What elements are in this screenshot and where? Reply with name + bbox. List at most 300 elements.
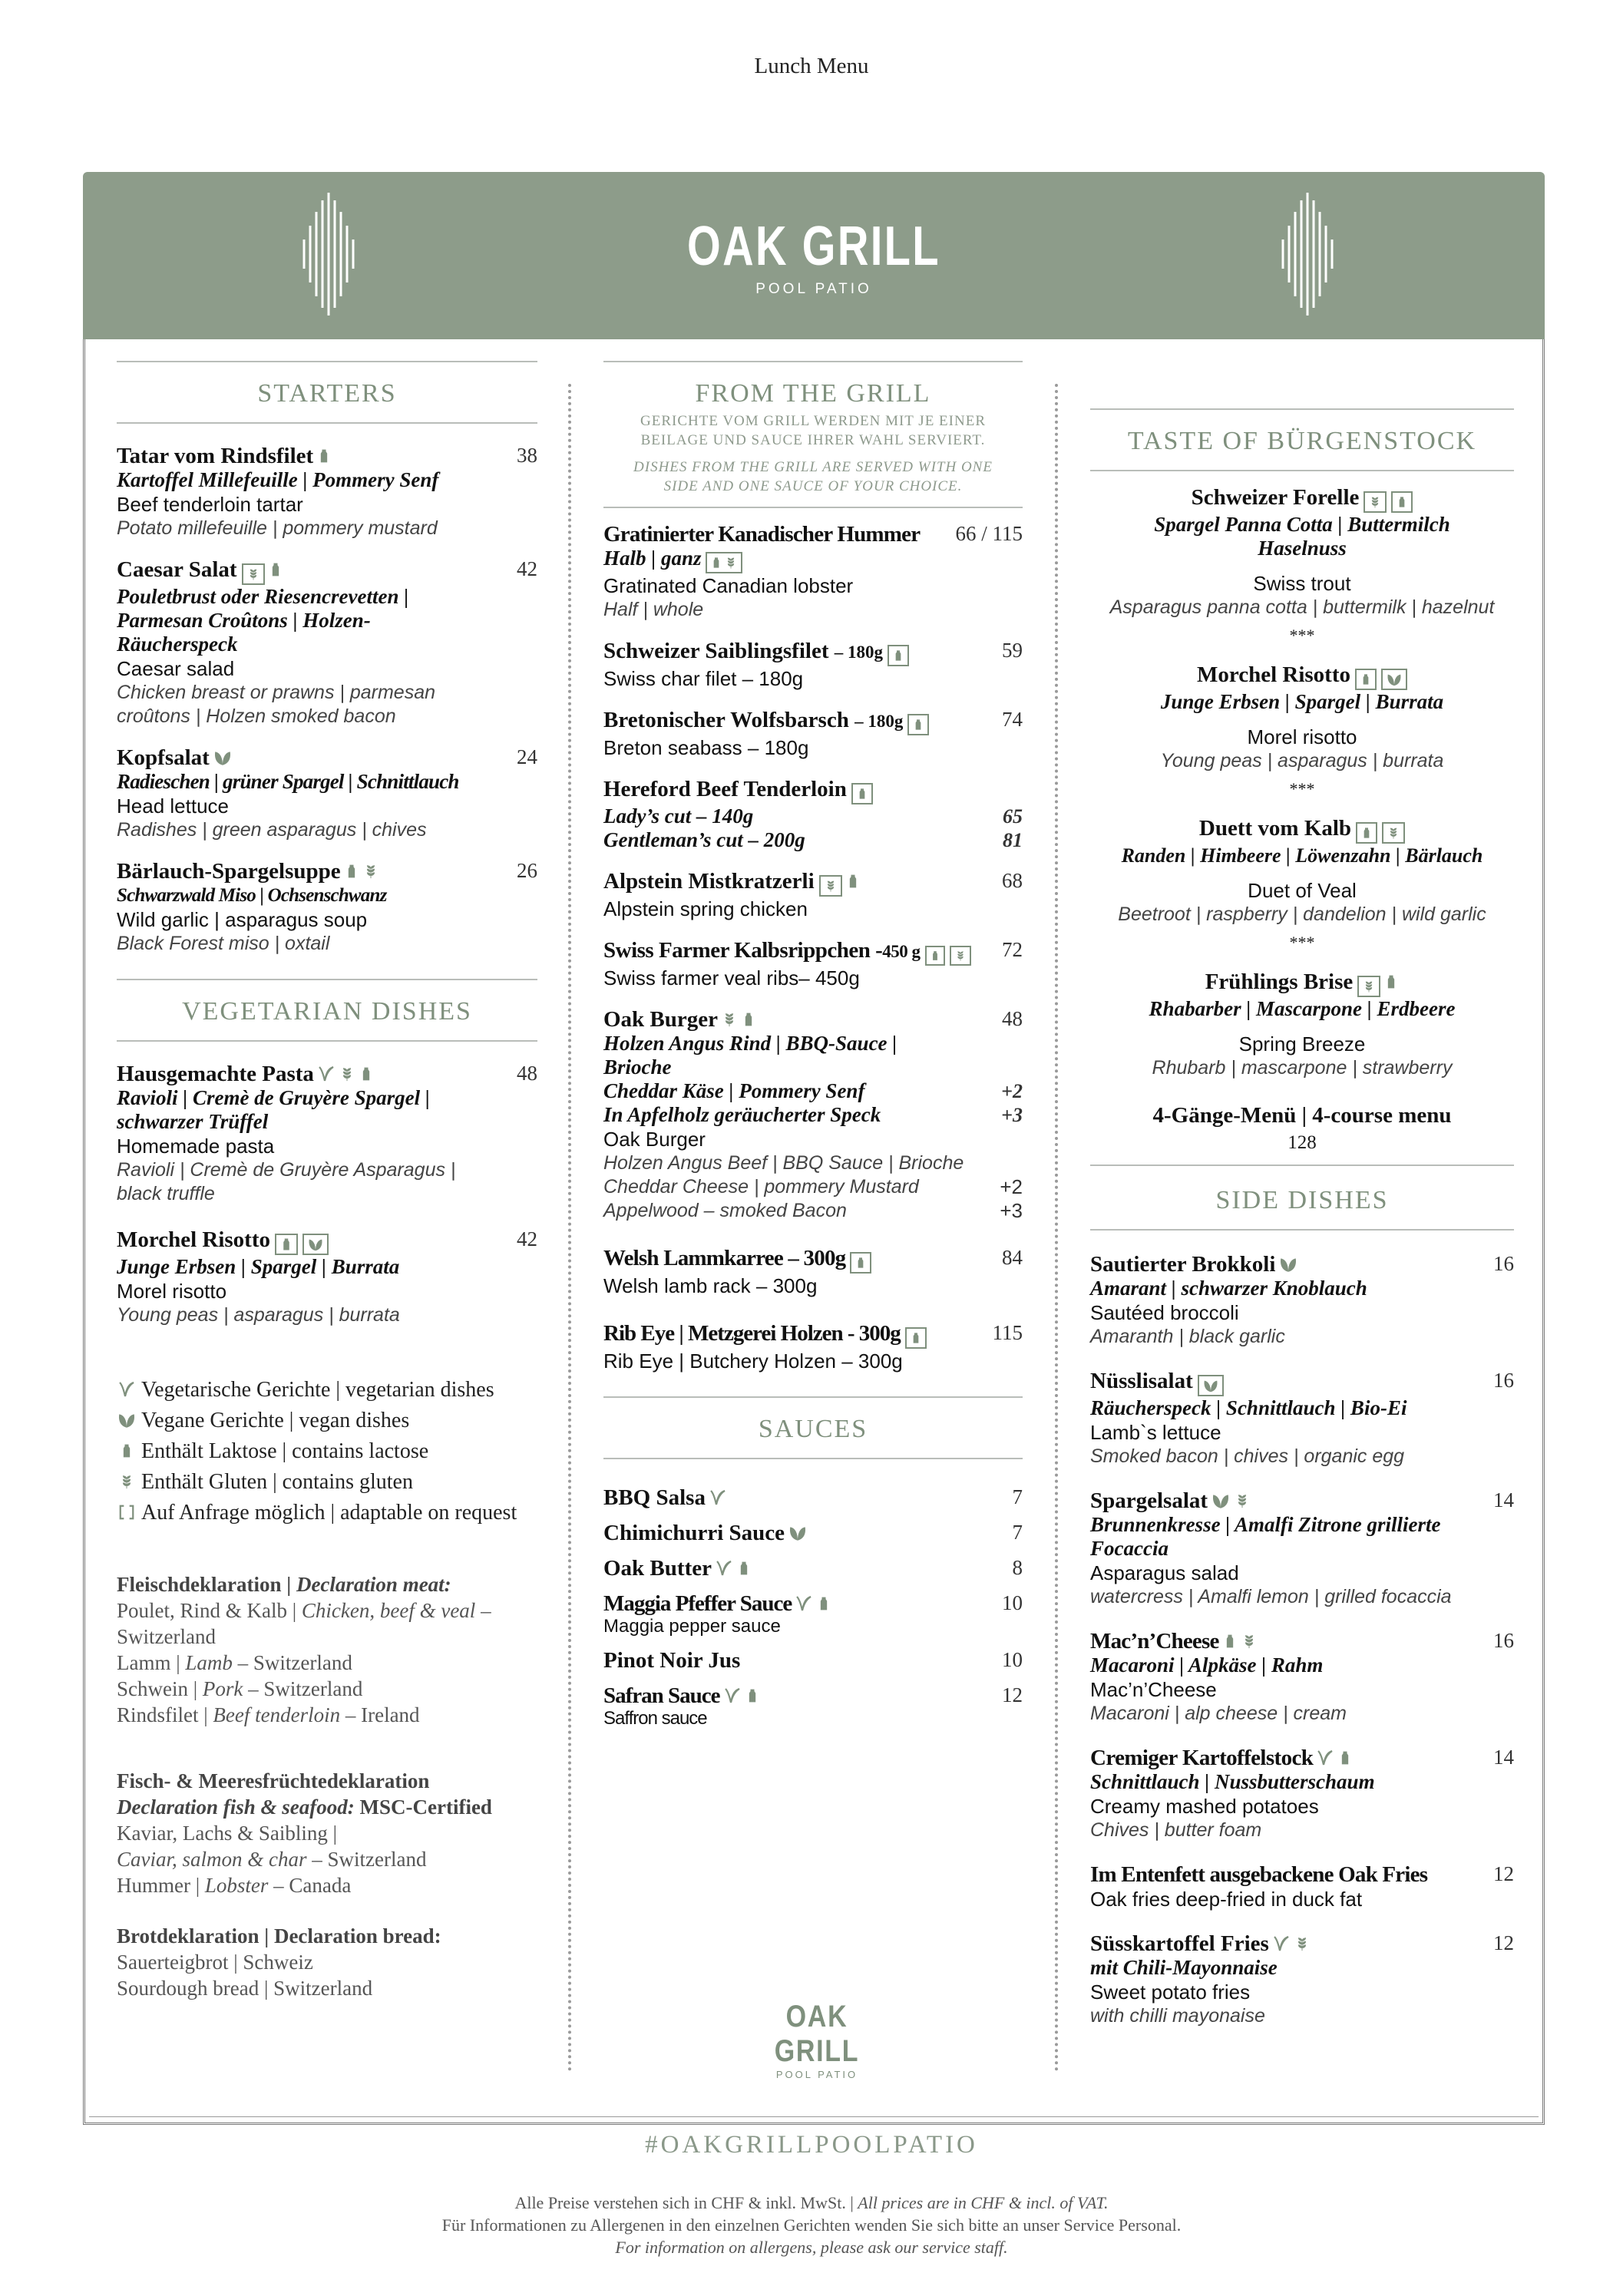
menu-item <box>1090 1252 1514 1349</box>
course-separator: *** <box>1289 626 1315 645</box>
item-name: Gratinierter Kanadischer Hummer <box>603 522 921 547</box>
declaration-en: Pork <box>202 1677 243 1700</box>
item-weight: – 180g <box>834 643 883 662</box>
item-description-en: Amaranth | black garlic <box>1090 1326 1285 1347</box>
item-description-de: Amarant | schwarzer Knoblauch <box>1090 1277 1367 1300</box>
item-price: 16 <box>1493 1369 1514 1392</box>
item-name: Morchel Risotto <box>1197 662 1350 687</box>
gluten-icon <box>246 566 260 583</box>
item-name-en: Sautéed broccoli <box>1090 1301 1239 1324</box>
item-name-en: Rib Eye | Butchery Holzen – 300g <box>603 1350 903 1373</box>
header-banner <box>83 172 1545 339</box>
lactose-icon <box>1383 972 1399 992</box>
adaptable-icon <box>706 552 742 573</box>
item-name-en: Beef tenderloin tartar <box>117 493 303 516</box>
item-price: 59 <box>1002 639 1023 662</box>
item-price: 12 <box>1493 1931 1514 1954</box>
item-description-de: Brunnenkresse | Amalfi Zitrone grillierte Focaccia <box>1090 1513 1441 1560</box>
menu-item <box>603 1521 1023 1545</box>
item-description-de: Macaroni | Alpkäse | Rahm <box>1090 1653 1324 1677</box>
item-price: 7 <box>1012 1521 1023 1544</box>
item-name-en: Head lettuce <box>117 795 229 818</box>
item-description-de: Holzen Angus Rind | BBQ-Sauce | Brioche <box>603 1032 897 1079</box>
lactose-icon <box>117 1436 137 1467</box>
item-description-de: Pouletbrust oder Riesencrevetten | Parmesan Croûtons | Holzen-Räucherspeck <box>117 585 409 656</box>
column-divider <box>568 384 571 2073</box>
menu-item <box>1090 1629 1514 1726</box>
declaration-heading-en: Declaration meat: <box>296 1573 451 1596</box>
menu-item <box>603 1591 1023 1637</box>
lactose-icon <box>279 1236 293 1253</box>
item-name: Hereford Beef Tenderloin <box>603 777 847 801</box>
adaptable-icon <box>1381 669 1407 690</box>
item-name: Hausgemachte Pasta <box>117 1062 314 1086</box>
brand-emblem-icon <box>771 1812 863 1988</box>
item-description-de: Cheddar Käse | Pommery Senf <box>603 1079 865 1102</box>
lactose-icon <box>845 871 861 891</box>
item-description-en: Half | whole <box>603 599 704 620</box>
grill-note-de: GERICHTE VOM GRILL WERDEN MIT JE EINER BEILAGE UND SAUCE IHRER WAHL SERVIERT. <box>640 413 986 448</box>
menu-price: 128 <box>1287 1132 1317 1153</box>
footer-price-note-de: Alle Preise verstehen sich in CHF & inkl. MwSt. | <box>514 2193 854 2212</box>
item-price: 81 <box>1003 829 1023 851</box>
brand-logo-bottom <box>732 1812 901 2080</box>
item-name: Bretonischer Wolfsbarsch <box>603 708 849 732</box>
item-description-de: Junge Erbsen | Spargel | Burrata <box>1160 690 1444 713</box>
frame-divider <box>89 2116 1539 2117</box>
item-name-en: Swiss trout <box>1253 572 1351 595</box>
item-name-en: Lamb`s lettuce <box>1090 1421 1221 1444</box>
item-price: 68 <box>1002 869 1023 892</box>
item-name-en: Alpstein spring chicken <box>603 897 808 920</box>
item-description-en: Chicken breast or prawns | parmesan croûtons | Holzen smoked bacon <box>117 682 436 727</box>
menu-item <box>117 1062 537 1206</box>
item-name-en: Duet of Veal <box>1248 879 1357 902</box>
item-name: Cremiger Kartoffelstock <box>1090 1746 1314 1770</box>
section-title-starters: STARTERS <box>117 361 537 424</box>
declaration-de: Hummer | <box>117 1874 200 1897</box>
vegan-icon <box>213 748 233 768</box>
item-description-en: Holzen Angus Beef | BBQ Sauce | Brioche <box>603 1152 964 1174</box>
menu-item <box>603 1007 1023 1223</box>
vegetarian-icon <box>795 1594 813 1614</box>
gluten-icon <box>724 554 738 571</box>
item-name-en: Swiss char filet – 180g <box>603 667 804 690</box>
declaration-en: Lobster <box>204 1874 269 1897</box>
item-name: Caesar Salat <box>117 557 237 582</box>
item-name: Oak Butter <box>603 1556 712 1581</box>
item-surcharge: +3 <box>1000 1199 1023 1222</box>
menu-item <box>1090 1369 1514 1468</box>
declaration-de: Schwein | <box>117 1677 198 1700</box>
item-description-de: Räucherspeck | Schnittlauch | Bio-Ei <box>1090 1396 1407 1419</box>
lactose-icon <box>930 948 940 963</box>
bread-declaration <box>117 1923 537 2001</box>
declaration-heading-en: Declaration fish & seafood: <box>117 1796 355 1819</box>
menu-label: 4-Gänge-Menü | 4-course menu <box>1152 1103 1452 1128</box>
item-price: 16 <box>1493 1252 1514 1275</box>
vegetarian-icon <box>723 1686 742 1706</box>
item-price: 12 <box>1493 1862 1514 1885</box>
vegan-icon <box>1202 1377 1219 1394</box>
gluten-icon <box>1362 978 1376 995</box>
declaration-heading: Brotdeklaration | Declaration bread: <box>117 1924 441 1947</box>
item-weight: – 180g <box>854 712 904 731</box>
declaration-en: Caviar, salmon & char <box>117 1848 307 1871</box>
item-description-en: Smoked bacon | chives | organic egg <box>1090 1445 1405 1467</box>
adaptable-icon <box>907 714 929 735</box>
tasting-menu-price <box>1090 1103 1514 1166</box>
item-name-en: Saffron sauce <box>603 1708 707 1729</box>
gluten-icon <box>1234 1491 1251 1511</box>
lactose-icon <box>741 1009 756 1029</box>
item-name: Tatar vom Rindsfilet <box>117 444 314 468</box>
item-name: Spargelsalat <box>1090 1488 1208 1513</box>
section-title-vegetarian: VEGETARIAN DISHES <box>117 979 537 1042</box>
menu-item <box>603 1321 1023 1373</box>
item-cut: Lady’s cut – 140g <box>603 804 754 828</box>
adaptable-icon <box>1357 976 1380 997</box>
item-name-en: Oak Burger <box>603 1128 706 1151</box>
footer-price-note-en: All prices are in CHF & incl. of VAT. <box>858 2193 1109 2212</box>
item-description-en: watercress | Amalfi lemon | grilled focaccia <box>1090 1586 1452 1607</box>
item-surcharge: +3 <box>1001 1104 1023 1126</box>
item-name-en: Asparagus salad <box>1090 1561 1239 1584</box>
lactose-icon <box>1396 494 1408 510</box>
legend-row <box>117 1406 537 1436</box>
vegetarian-icon <box>709 1488 727 1508</box>
page-title: Lunch Menu <box>754 54 869 78</box>
lactose-icon <box>359 1064 374 1084</box>
footer-notes <box>0 2192 1623 2258</box>
menu-item <box>1090 1488 1514 1609</box>
vegan-icon <box>1278 1254 1298 1274</box>
adaptable-icon <box>1391 491 1413 513</box>
vegetarian-icon <box>117 1375 137 1406</box>
column-right <box>1090 361 1514 2028</box>
item-name: Mac’n’Cheese <box>1090 1629 1219 1653</box>
menu-item <box>603 1683 1023 1729</box>
menu-item <box>117 557 537 728</box>
item-description-de: Rhabarber | Mascarpone | Erdbeere <box>1149 997 1456 1020</box>
item-price: 48 <box>1002 1007 1023 1030</box>
item-price: 8 <box>1012 1556 1023 1579</box>
adaptable-icon <box>1364 491 1387 513</box>
item-surcharge: +2 <box>1000 1175 1023 1198</box>
lactose-icon <box>856 785 868 802</box>
adaptable-icon <box>851 783 873 804</box>
brand-subtitle: POOL PATIO <box>755 281 872 297</box>
item-description-en: Rhubarb | mascarpone | strawberry <box>1152 1057 1453 1079</box>
legend-row <box>117 1436 537 1467</box>
item-name: Bärlauch-Spargelsuppe <box>117 859 341 884</box>
item-name-en: Maggia pepper sauce <box>603 1616 781 1637</box>
menu-item <box>603 938 1023 990</box>
item-description-en: Macaroni | alp cheese | cream <box>1090 1703 1347 1724</box>
item-name-en: Welsh lamb rack – 300g <box>603 1274 818 1297</box>
brand-name: OAK GRILL <box>774 2000 860 2068</box>
declaration-heading: Fisch- & Meeresfrüchtedeklaration <box>117 1769 430 1792</box>
item-name: Pinot Noir Jus <box>603 1648 741 1673</box>
lactose-icon <box>892 647 904 664</box>
item-description-de: Halb | ganz <box>603 547 702 570</box>
gluten-icon <box>1294 1934 1311 1954</box>
item-price: 12 <box>1002 1683 1023 1706</box>
column-divider <box>1055 384 1058 2073</box>
declaration-line: Sauerteigbrot | Schweiz <box>117 1951 313 1974</box>
item-description-de: In Apfelholz geräucherter Speck <box>603 1103 881 1126</box>
section-title-taste: TASTE OF BÜRGENSTOCK <box>1090 408 1514 471</box>
item-price: 24 <box>517 745 537 768</box>
vegetarian-icon <box>715 1558 733 1578</box>
lactose-icon <box>736 1558 752 1578</box>
lactose-icon <box>1360 671 1372 688</box>
declaration-de: Lamm | <box>117 1651 180 1674</box>
menu-item <box>603 869 1023 921</box>
brand-subtitle: POOL PATIO <box>775 2069 858 2080</box>
item-name: Welsh Lammkarree – 300g <box>603 1246 846 1270</box>
item-name-en: Caesar salad <box>117 657 235 680</box>
lactose-icon <box>344 861 359 881</box>
declaration-de: Kaviar, Lachs & Saibling | <box>117 1822 338 1845</box>
item-name-en: Gratinated Canadian lobster <box>603 574 854 597</box>
item-description-en: Appelwood – smoked Bacon <box>603 1200 847 1221</box>
vegan-icon <box>307 1236 324 1253</box>
declaration-en: Lamb <box>185 1651 233 1674</box>
item-description-de: Schnittlauch | Nussbutterschaum <box>1090 1770 1375 1793</box>
section-title-sides: SIDE DISHES <box>1090 1166 1514 1231</box>
menu-item <box>603 639 1023 691</box>
item-name: Schweizer Forelle <box>1191 485 1360 510</box>
declaration-origin: – Switzerland <box>237 1651 352 1674</box>
item-name: Kopfsalat <box>117 745 210 770</box>
item-weight: 450 g <box>882 942 921 961</box>
item-description-en: Asparagus panna cotta | buttermilk | hazelnut <box>1109 596 1495 618</box>
item-name: Swiss Farmer Kalbsrippchen - <box>603 938 883 963</box>
brand-name: OAK GRILL <box>687 216 940 277</box>
item-name-en: Oak fries deep-fried in duck fat <box>1090 1888 1363 1911</box>
item-price: 10 <box>1002 1648 1023 1671</box>
gluten-icon <box>954 948 967 963</box>
item-description-de: Junge Erbsen | Spargel | Burrata <box>117 1255 400 1278</box>
legend-text: Vegane Gerichte | vegan dishes <box>141 1409 410 1432</box>
menu-item <box>1090 1746 1514 1842</box>
lactose-icon <box>1222 1631 1238 1651</box>
item-description-en: Black Forest miso | oxtail <box>117 933 330 954</box>
tasting-course <box>1090 816 1514 953</box>
legend-row <box>117 1467 537 1498</box>
menu-item <box>603 777 1023 852</box>
item-name: Chimichurri Sauce <box>603 1521 785 1545</box>
legend-text: Enthält Gluten | contains gluten <box>141 1470 413 1494</box>
declaration-origin: – Ireland <box>345 1703 420 1726</box>
item-name-en: Breton seabass – 180g <box>603 736 809 759</box>
item-name: Nüsslisalat <box>1090 1369 1193 1393</box>
lactose-icon <box>316 446 332 466</box>
item-price: 26 <box>517 859 537 882</box>
declaration-en: Chicken, beef & veal <box>301 1599 476 1622</box>
adaptable-icon <box>302 1234 329 1255</box>
footer-allergen-note-en: For information on allergens, please ask our service staff. <box>615 2238 1008 2257</box>
meat-declaration <box>117 1571 537 1728</box>
fish-declaration <box>117 1768 537 1898</box>
menu-item <box>117 1227 537 1327</box>
item-price: 84 <box>1002 1246 1023 1269</box>
item-price: 66 / 115 <box>955 522 1023 545</box>
item-description-de: Kartoffel Millefeuille | Pommery Senf <box>117 468 439 491</box>
lactose-icon <box>268 560 283 580</box>
adaptable-icon <box>888 645 909 666</box>
lactose-icon <box>1360 824 1373 841</box>
gluten-icon <box>339 1064 355 1084</box>
adaptable-icon <box>905 1327 927 1349</box>
item-price: 48 <box>517 1062 537 1085</box>
menu-item <box>603 1556 1023 1581</box>
item-description-en: with chilli mayonaise <box>1090 2005 1265 2027</box>
adaptable-icon <box>1382 822 1405 844</box>
tasting-course <box>1090 970 1514 1080</box>
item-description-de: Radieschen | grüner Spargel | Schnittlauch <box>117 770 459 793</box>
declaration-heading: Fleischdeklaration | <box>117 1573 292 1596</box>
item-description-en: Young peas | asparagus | burrata <box>117 1304 400 1326</box>
legend-row <box>117 1375 537 1406</box>
course-separator: *** <box>1289 933 1315 952</box>
item-description-de: Schwarzwald Miso | Ochsenschwanz <box>117 885 387 906</box>
declaration-origin: – Switzerland <box>248 1677 363 1700</box>
adaptable-icon <box>850 1252 871 1274</box>
item-description-de: Randen | Himbeere | Löwenzahn | Bärlauch <box>1121 844 1483 867</box>
menu-item <box>117 859 537 956</box>
lactose-icon <box>1337 1748 1353 1768</box>
vegetarian-icon <box>317 1064 336 1084</box>
item-price: 65 <box>1003 805 1023 828</box>
vegan-icon <box>1386 671 1403 688</box>
item-description-en: Chives | butter foam <box>1090 1819 1262 1841</box>
allergen-legend <box>117 1375 537 1528</box>
item-name: BBQ Salsa <box>603 1485 706 1510</box>
item-name: Im Entenfett ausgebackene Oak Fries <box>1090 1862 1428 1887</box>
item-name-en: Swiss farmer veal ribs– 450g <box>603 966 860 989</box>
item-description-en: Young peas | asparagus | burrata <box>1160 750 1444 771</box>
lactose-icon <box>816 1594 831 1614</box>
menu-item <box>603 708 1023 760</box>
item-name: Duett vom Kalb <box>1198 816 1352 841</box>
lactose-icon <box>854 1254 867 1271</box>
adaptable-icon <box>819 875 842 897</box>
item-name-en: Sweet potato fries <box>1090 1981 1251 2004</box>
item-price: 38 <box>517 444 537 467</box>
lactose-icon <box>710 554 722 571</box>
item-surcharge: +2 <box>1001 1080 1023 1102</box>
item-description-en: Radishes | green asparagus | chives <box>117 819 427 841</box>
section-title-sauces: SAUCES <box>603 1396 1023 1459</box>
menu-item <box>117 745 537 842</box>
item-description-de: Ravioli | Cremè de Gruyère Spargel | schwarzer Trüffel <box>117 1086 430 1133</box>
vegetarian-icon <box>1316 1748 1334 1768</box>
adaptable-icon <box>1355 669 1377 690</box>
item-description-de: mit Chili-Mayonnaise <box>1090 1956 1278 1979</box>
item-price: 16 <box>1493 1629 1514 1652</box>
item-price: 42 <box>517 1227 537 1250</box>
item-name: Frühlings Brise <box>1205 970 1354 994</box>
gluten-icon <box>1387 824 1400 841</box>
gluten-icon <box>721 1009 738 1029</box>
adaptable-icon <box>950 946 971 966</box>
menu-item <box>1090 1862 1514 1911</box>
item-description-en: Potato millefeuille | pommery mustard <box>117 517 438 539</box>
legend-text: Auf Anfrage möglich | adaptable on request <box>141 1501 517 1525</box>
declaration-en: Beef tenderloin <box>213 1703 341 1726</box>
tasting-course <box>1090 485 1514 646</box>
menu-item <box>603 1648 1023 1673</box>
menu-item <box>603 1485 1023 1510</box>
item-description-en: Beetroot | raspberry | dandelion | wild garlic <box>1118 904 1486 925</box>
menu-item <box>603 1246 1023 1298</box>
brand-emblem-icon <box>1273 189 1342 319</box>
item-name-en: Morel risotto <box>117 1280 227 1303</box>
vegetarian-icon <box>1272 1934 1291 1954</box>
legend-text: Enthält Laktose | contains lactose <box>141 1439 429 1463</box>
column-left <box>117 361 537 2001</box>
item-name-en: Mac’n’Cheese <box>1090 1678 1217 1701</box>
lactose-icon <box>745 1686 760 1706</box>
gluten-icon <box>117 1467 137 1498</box>
item-price: 72 <box>1002 938 1023 961</box>
item-name-en: Creamy mashed potatoes <box>1090 1795 1319 1818</box>
footer-allergen-note-de: Für Informationen zu Allergenen in den einzelnen Gerichten wenden Sie sich bitte an unser Service Personal. <box>441 2215 1182 2235</box>
item-name: Sautierter Brokkoli <box>1090 1252 1276 1277</box>
adaptable-icon <box>1198 1375 1224 1396</box>
declaration-de: Rindsfilet | <box>117 1703 208 1726</box>
vegan-icon <box>117 1406 137 1436</box>
menu-item <box>117 444 537 540</box>
item-price: 14 <box>1493 1488 1514 1511</box>
item-name: Safran Sauce <box>603 1683 720 1708</box>
section-title-grill: FROM THE GRILL <box>603 361 1023 411</box>
item-price: 14 <box>1493 1746 1514 1769</box>
menu-item <box>603 522 1023 622</box>
item-price: 74 <box>1002 708 1023 731</box>
adaptable-icon <box>242 563 265 585</box>
item-description-en: Cheddar Cheese | pommery Mustard <box>603 1176 919 1198</box>
item-price: 42 <box>517 557 537 580</box>
gluten-icon <box>362 861 379 881</box>
legend-row <box>117 1498 537 1528</box>
menu-item <box>1090 1931 1514 2028</box>
item-name-en: Homemade pasta <box>117 1135 275 1158</box>
hashtag: #OAKGRILLPOOLPATIO <box>645 2131 978 2159</box>
lactose-icon <box>912 716 924 733</box>
adaptable-icon <box>925 946 945 966</box>
declaration-de: Poulet, Rind & Kalb | <box>117 1599 297 1622</box>
item-description-de: Spargel Panna Cotta | Buttermilch Haselnuss <box>1154 513 1450 560</box>
gluten-icon <box>1241 1631 1258 1651</box>
item-price: 115 <box>992 1321 1023 1344</box>
gluten-icon <box>824 877 838 894</box>
item-price: 10 <box>1002 1591 1023 1614</box>
item-price: 7 <box>1012 1485 1023 1508</box>
adaptable-icon <box>275 1234 298 1255</box>
item-name: Alpstein Mistkratzerli <box>603 869 815 894</box>
item-cut: Gentleman’s cut – 200g <box>603 828 805 851</box>
declaration-origin: – Switzerland <box>117 1599 491 1648</box>
adaptable-icon <box>117 1498 137 1528</box>
item-name: Rib Eye | Metzgerei Holzen - 300g <box>603 1321 901 1346</box>
declaration-origin: – Canada <box>273 1874 352 1897</box>
adaptable-icon <box>1356 822 1377 844</box>
item-name: Süsskartoffel Fries <box>1090 1931 1269 1956</box>
column-middle <box>603 361 1023 1729</box>
